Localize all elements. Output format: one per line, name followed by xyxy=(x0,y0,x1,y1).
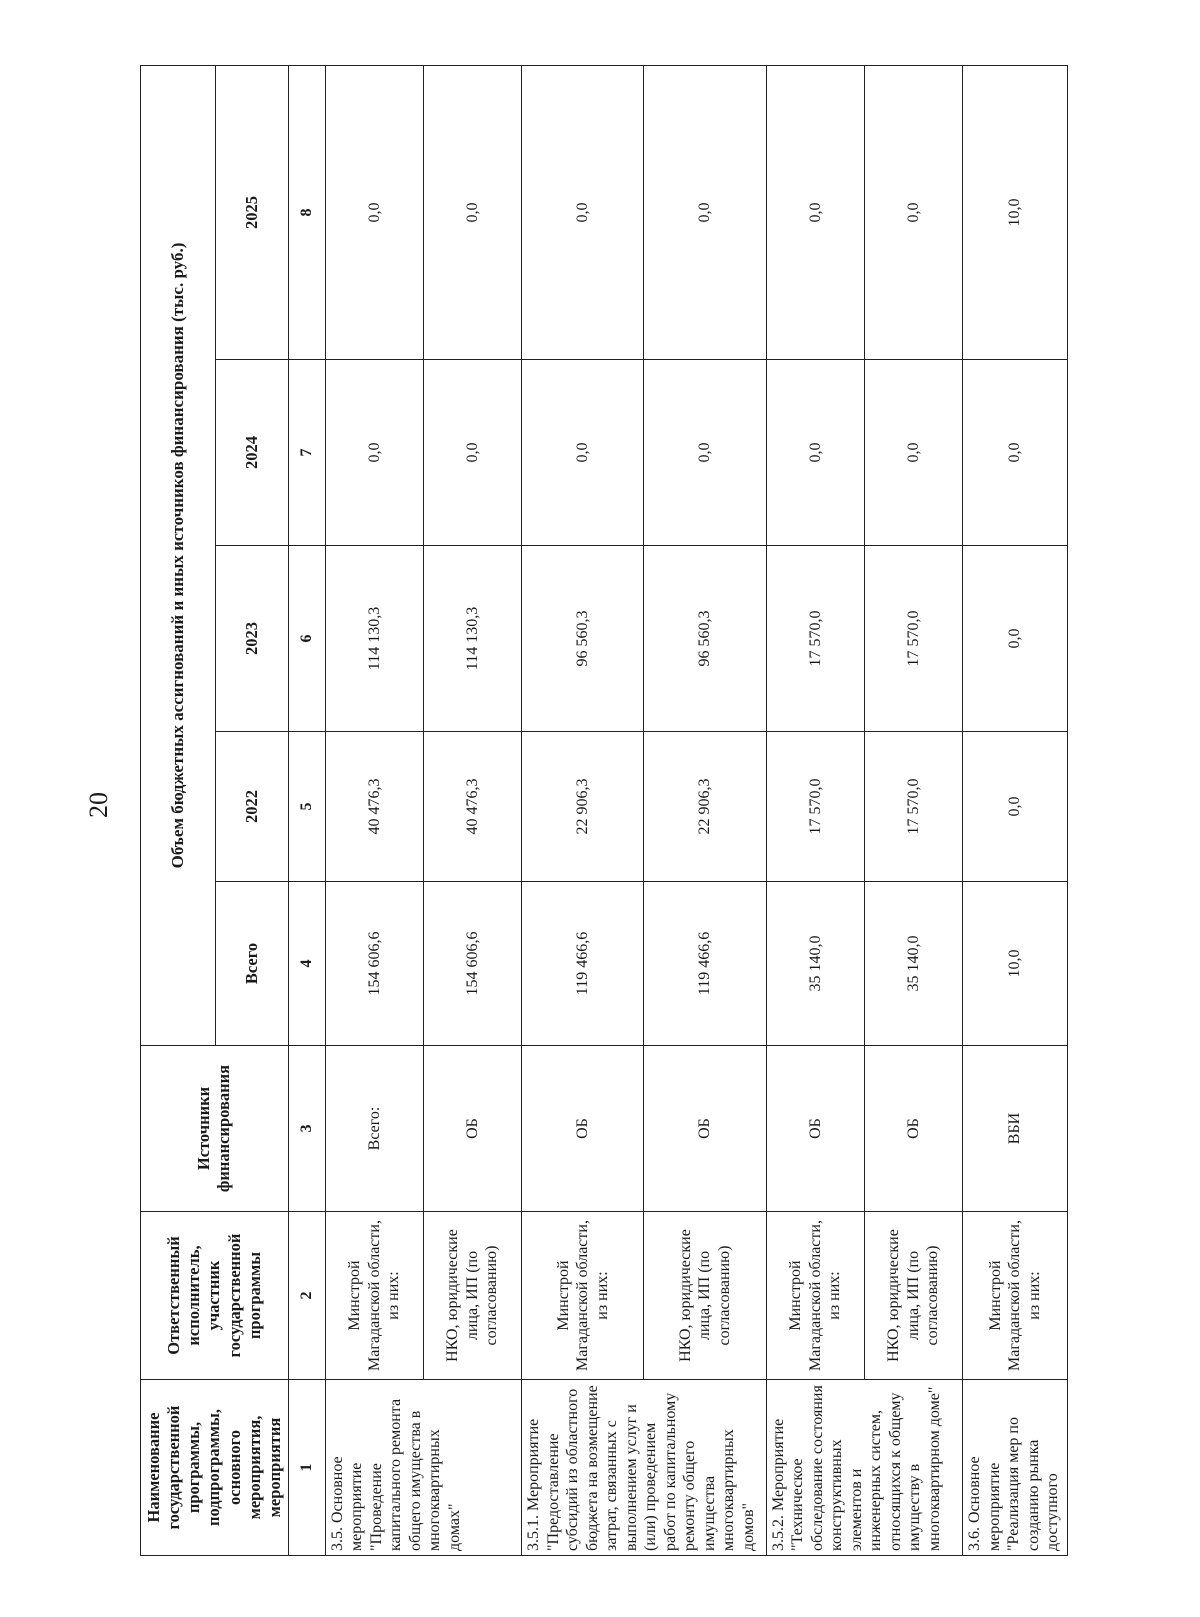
value-2025: 0,0 xyxy=(522,66,644,360)
source-cell: ОБ xyxy=(522,1046,644,1212)
value-2025: 10,0 xyxy=(963,66,1068,360)
responsible-cell: Минстрой Магаданской области, из них: xyxy=(963,1212,1068,1380)
column-number: 7 xyxy=(288,360,325,546)
value-2023: 96 560,3 xyxy=(522,546,644,732)
column-number-row xyxy=(288,66,325,1556)
value-2022: 40 476,3 xyxy=(325,732,423,882)
table-row xyxy=(424,66,522,1556)
responsible-cell: НКО, юридические лица, ИП (по согласованию) xyxy=(644,1212,766,1380)
value-2024: 0,0 xyxy=(864,360,962,546)
value-2022: 17 570,0 xyxy=(864,732,962,882)
column-number: 3 xyxy=(288,1046,325,1212)
page-number: 20 xyxy=(84,792,113,818)
column-number: 2 xyxy=(288,1212,325,1380)
value-2025: 0,0 xyxy=(864,66,962,360)
value-2024: 0,0 xyxy=(766,360,864,546)
table-row xyxy=(766,66,864,1556)
table-row xyxy=(325,66,423,1556)
header-2023: 2023 xyxy=(215,546,288,732)
value-2024: 0,0 xyxy=(424,360,522,546)
value-2023: 96 560,3 xyxy=(644,546,766,732)
header-2025: 2025 xyxy=(215,66,288,360)
source-cell: ОБ xyxy=(644,1046,766,1212)
column-number: 1 xyxy=(288,1380,325,1556)
source-cell: ОБ xyxy=(864,1046,962,1212)
source-cell: ВБИ xyxy=(963,1046,1068,1212)
column-number: 6 xyxy=(288,546,325,732)
header-responsible: Ответственный исполнитель, участник государственной программы xyxy=(141,1212,289,1380)
column-number: 8 xyxy=(288,66,325,360)
value-2024: 0,0 xyxy=(325,360,423,546)
header-name: Наименование государственной программы, подпрограммы, основного мероприятия, мероприятия xyxy=(141,1380,289,1556)
responsible-cell: Минстрой Магаданской области, из них: xyxy=(325,1212,423,1380)
value-total: 10,0 xyxy=(963,882,1068,1046)
value-total: 154 606,6 xyxy=(325,882,423,1046)
value-2022: 40 476,3 xyxy=(424,732,522,882)
value-2022: 0,0 xyxy=(963,732,1068,882)
event-name: 3.5.2. Мероприятие "Техническое обследование состояния конструктивных элементов и инженерных систем, относящихся к общему имуществу в многоквартирном доме" xyxy=(766,1380,962,1556)
rotated-table-container xyxy=(140,66,1062,1556)
value-2023: 114 130,3 xyxy=(325,546,423,732)
header-row-1 xyxy=(141,66,216,1556)
financing-table xyxy=(140,65,1068,1556)
responsible-cell: Минстрой Магаданской области, из них: xyxy=(766,1212,864,1380)
value-2025: 0,0 xyxy=(766,66,864,360)
value-2023: 0,0 xyxy=(963,546,1068,732)
header-2022: 2022 xyxy=(215,732,288,882)
event-name: 3.5. Основное мероприятие "Проведение капитального ремонта общего имущества в многоквартирных домах" xyxy=(325,1380,521,1556)
header-total: Всего xyxy=(215,882,288,1046)
value-2025: 0,0 xyxy=(644,66,766,360)
value-total: 119 466,6 xyxy=(644,882,766,1046)
table-row xyxy=(864,66,962,1556)
table-row xyxy=(644,66,766,1556)
value-total: 154 606,6 xyxy=(424,882,522,1046)
value-2022: 22 906,3 xyxy=(644,732,766,882)
source-cell: ОБ xyxy=(766,1046,864,1212)
value-2022: 22 906,3 xyxy=(522,732,644,882)
source-cell: Всего: xyxy=(325,1046,423,1212)
value-2024: 0,0 xyxy=(522,360,644,546)
header-2024: 2024 xyxy=(215,360,288,546)
value-2023: 17 570,0 xyxy=(864,546,962,732)
value-2022: 17 570,0 xyxy=(766,732,864,882)
header-financing-group: Объем бюджетных ассигнований и иных источников финансирования (тыс. руб.) xyxy=(141,66,216,1046)
column-number: 5 xyxy=(288,732,325,882)
value-total: 35 140,0 xyxy=(766,882,864,1046)
table-row xyxy=(963,66,1068,1556)
event-name: 3.6. Основное мероприятие "Реализация мер по созданию рынка доступного xyxy=(963,1380,1068,1556)
value-2025: 0,0 xyxy=(424,66,522,360)
table-row xyxy=(522,66,644,1556)
value-2023: 114 130,3 xyxy=(424,546,522,732)
value-2024: 0,0 xyxy=(963,360,1068,546)
value-2023: 17 570,0 xyxy=(766,546,864,732)
source-cell: ОБ xyxy=(424,1046,522,1212)
value-2024: 0,0 xyxy=(644,360,766,546)
value-2025: 0,0 xyxy=(325,66,423,360)
column-number: 4 xyxy=(288,882,325,1046)
responsible-cell: НКО, юридические лица, ИП (по согласованию) xyxy=(424,1212,522,1380)
event-name: 3.5.1. Мероприятие "Предоставление субсидий из областного бюджета на возмещение затрат, связанных с выполнением услуг и (или) проведением работ по капитальному ремонту общего имущества многоквартирных домов" xyxy=(522,1380,767,1556)
value-total: 35 140,0 xyxy=(864,882,962,1046)
value-total: 119 466,6 xyxy=(522,882,644,1046)
header-sources: Источники финансирования xyxy=(141,1046,289,1212)
responsible-cell: Минстрой Магаданской области, из них: xyxy=(522,1212,644,1380)
responsible-cell: НКО, юридические лица, ИП (по согласованию) xyxy=(864,1212,962,1380)
